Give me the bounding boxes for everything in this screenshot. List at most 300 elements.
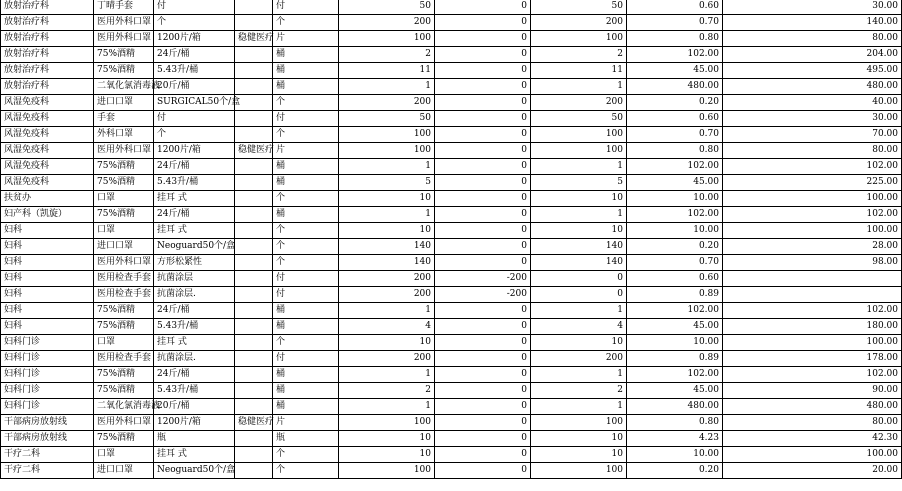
quantity-cell[interactable]: 1 <box>339 207 435 223</box>
amount-cell[interactable]: 30.00 <box>723 0 902 15</box>
specification-cell[interactable]: 挂耳 式 <box>154 335 235 351</box>
item-name-cell[interactable]: 医用外科口罩 <box>94 415 154 431</box>
quantity-cell[interactable]: 200 <box>339 271 435 287</box>
adjustment-cell[interactable]: 0 <box>435 255 531 271</box>
quantity-cell[interactable]: 1 <box>339 159 435 175</box>
adjustment-cell[interactable]: 0 <box>435 335 531 351</box>
unit-price-cell[interactable]: 10.00 <box>627 191 723 207</box>
unit-price-cell[interactable]: 102.00 <box>627 159 723 175</box>
unit-cell[interactable]: 个 <box>273 191 339 207</box>
quantity-cell[interactable]: 100 <box>339 415 435 431</box>
amount-cell[interactable]: 495.00 <box>723 63 902 79</box>
item-name-cell[interactable]: 医用外科口罩 <box>94 31 154 47</box>
quantity-cell[interactable]: 1 <box>339 79 435 95</box>
adjustment-cell[interactable]: 0 <box>435 191 531 207</box>
department-cell[interactable]: 妇科门诊 <box>1 351 94 367</box>
brand-cell[interactable] <box>235 351 273 367</box>
specification-cell[interactable]: Neoguard50个/盒 <box>154 239 235 255</box>
item-name-cell[interactable]: 二氧化氯消毒液 <box>94 399 154 415</box>
quantity-cell[interactable]: 10 <box>339 191 435 207</box>
specification-cell[interactable]: 挂耳 式 <box>154 191 235 207</box>
item-name-cell[interactable]: 进口口罩 <box>94 239 154 255</box>
department-cell[interactable]: 妇科 <box>1 223 94 239</box>
department-cell[interactable]: 干部病房放射线 <box>1 415 94 431</box>
brand-cell[interactable] <box>235 207 273 223</box>
unit-price-cell[interactable]: 0.70 <box>627 255 723 271</box>
specification-cell[interactable]: 1200片/箱 <box>154 415 235 431</box>
item-name-cell[interactable]: 丁晴手套 <box>94 0 154 15</box>
amount-cell[interactable]: 80.00 <box>723 143 902 159</box>
actual-quantity-cell[interactable]: 2 <box>531 383 627 399</box>
specification-cell[interactable]: 个 <box>154 127 235 143</box>
unit-price-cell[interactable]: 45.00 <box>627 319 723 335</box>
unit-cell[interactable]: 个 <box>273 447 339 463</box>
actual-quantity-cell[interactable]: 0 <box>531 271 627 287</box>
actual-quantity-cell[interactable]: 1 <box>531 79 627 95</box>
specification-cell[interactable]: 瓶 <box>154 431 235 447</box>
department-cell[interactable]: 风湿免疫科 <box>1 111 94 127</box>
unit-cell[interactable]: 个 <box>273 239 339 255</box>
item-name-cell[interactable]: 进口口罩 <box>94 95 154 111</box>
item-name-cell[interactable]: 医用外科口罩 <box>94 255 154 271</box>
quantity-cell[interactable]: 10 <box>339 431 435 447</box>
specification-cell[interactable]: 5.43升/桶 <box>154 175 235 191</box>
amount-cell[interactable]: 100.00 <box>723 223 902 239</box>
unit-price-cell[interactable]: 102.00 <box>627 47 723 63</box>
unit-price-cell[interactable]: 0.80 <box>627 415 723 431</box>
unit-price-cell[interactable]: 45.00 <box>627 63 723 79</box>
brand-cell[interactable] <box>235 79 273 95</box>
adjustment-cell[interactable]: 0 <box>435 463 531 479</box>
actual-quantity-cell[interactable]: 50 <box>531 0 627 15</box>
amount-cell[interactable]: 100.00 <box>723 447 902 463</box>
brand-cell[interactable] <box>235 159 273 175</box>
brand-cell[interactable] <box>235 63 273 79</box>
actual-quantity-cell[interactable]: 1 <box>531 399 627 415</box>
quantity-cell[interactable]: 200 <box>339 95 435 111</box>
actual-quantity-cell[interactable]: 10 <box>531 431 627 447</box>
adjustment-cell[interactable]: -200 <box>435 287 531 303</box>
amount-cell[interactable]: 40.00 <box>723 95 902 111</box>
unit-cell[interactable]: 个 <box>273 15 339 31</box>
specification-cell[interactable]: 20斤/桶 <box>154 79 235 95</box>
specification-cell[interactable]: 24斤/桶 <box>154 47 235 63</box>
quantity-cell[interactable]: 50 <box>339 111 435 127</box>
amount-cell[interactable]: 178.00 <box>723 351 902 367</box>
specification-cell[interactable]: 方形松紧性 <box>154 255 235 271</box>
adjustment-cell[interactable]: 0 <box>435 303 531 319</box>
adjustment-cell[interactable]: 0 <box>435 143 531 159</box>
department-cell[interactable]: 放射治疗科 <box>1 63 94 79</box>
amount-cell[interactable] <box>723 271 902 287</box>
unit-price-cell[interactable]: 0.70 <box>627 15 723 31</box>
adjustment-cell[interactable]: -200 <box>435 271 531 287</box>
amount-cell[interactable]: 80.00 <box>723 31 902 47</box>
unit-price-cell[interactable]: 480.00 <box>627 79 723 95</box>
quantity-cell[interactable]: 200 <box>339 15 435 31</box>
department-cell[interactable]: 妇产科（凯旋） <box>1 207 94 223</box>
department-cell[interactable]: 风湿免疫科 <box>1 143 94 159</box>
department-cell[interactable]: 妇科 <box>1 271 94 287</box>
department-cell[interactable]: 干疗二科 <box>1 447 94 463</box>
item-name-cell[interactable]: 75%酒精 <box>94 175 154 191</box>
brand-cell[interactable] <box>235 431 273 447</box>
item-name-cell[interactable]: 医用外科口罩 <box>94 143 154 159</box>
amount-cell[interactable]: 102.00 <box>723 159 902 175</box>
unit-price-cell[interactable]: 0.89 <box>627 351 723 367</box>
quantity-cell[interactable]: 1 <box>339 367 435 383</box>
unit-price-cell[interactable]: 0.89 <box>627 287 723 303</box>
unit-price-cell[interactable]: 0.60 <box>627 271 723 287</box>
unit-cell[interactable]: 个 <box>273 127 339 143</box>
unit-price-cell[interactable]: 45.00 <box>627 383 723 399</box>
specification-cell[interactable]: 抗菌涂层. <box>154 351 235 367</box>
adjustment-cell[interactable]: 0 <box>435 127 531 143</box>
item-name-cell[interactable]: 75%酒精 <box>94 47 154 63</box>
quantity-cell[interactable]: 10 <box>339 447 435 463</box>
department-cell[interactable]: 干部病房放射线 <box>1 431 94 447</box>
adjustment-cell[interactable]: 0 <box>435 415 531 431</box>
department-cell[interactable]: 放射治疗科 <box>1 15 94 31</box>
amount-cell[interactable]: 20.00 <box>723 463 902 479</box>
adjustment-cell[interactable]: 0 <box>435 111 531 127</box>
brand-cell[interactable] <box>235 319 273 335</box>
department-cell[interactable]: 妇科 <box>1 239 94 255</box>
specification-cell[interactable]: SURGICAL50个/盒 <box>154 95 235 111</box>
actual-quantity-cell[interactable]: 1 <box>531 303 627 319</box>
actual-quantity-cell[interactable]: 11 <box>531 63 627 79</box>
department-cell[interactable]: 妇科门诊 <box>1 383 94 399</box>
quantity-cell[interactable]: 100 <box>339 31 435 47</box>
actual-quantity-cell[interactable]: 10 <box>531 191 627 207</box>
adjustment-cell[interactable]: 0 <box>435 399 531 415</box>
amount-cell[interactable]: 70.00 <box>723 127 902 143</box>
quantity-cell[interactable]: 4 <box>339 319 435 335</box>
specification-cell[interactable]: 24斤/桶 <box>154 159 235 175</box>
unit-cell[interactable]: 桶 <box>273 319 339 335</box>
unit-cell[interactable]: 付 <box>273 271 339 287</box>
unit-cell[interactable]: 桶 <box>273 175 339 191</box>
unit-cell[interactable]: 付 <box>273 287 339 303</box>
department-cell[interactable]: 放射治疗科 <box>1 47 94 63</box>
quantity-cell[interactable]: 200 <box>339 351 435 367</box>
specification-cell[interactable]: 5.43升/桶 <box>154 383 235 399</box>
amount-cell[interactable]: 30.00 <box>723 111 902 127</box>
brand-cell[interactable] <box>235 399 273 415</box>
amount-cell[interactable]: 80.00 <box>723 415 902 431</box>
department-cell[interactable]: 风湿免疫科 <box>1 175 94 191</box>
amount-cell[interactable]: 102.00 <box>723 367 902 383</box>
unit-cell[interactable]: 桶 <box>273 207 339 223</box>
quantity-cell[interactable]: 10 <box>339 223 435 239</box>
unit-cell[interactable]: 个 <box>273 255 339 271</box>
unit-cell[interactable]: 片 <box>273 143 339 159</box>
specification-cell[interactable]: 抗菌涂层. <box>154 287 235 303</box>
item-name-cell[interactable]: 75%酒精 <box>94 207 154 223</box>
unit-price-cell[interactable]: 10.00 <box>627 447 723 463</box>
specification-cell[interactable]: 20斤/桶 <box>154 399 235 415</box>
brand-cell[interactable]: 稳健医疗 <box>235 415 273 431</box>
item-name-cell[interactable]: 75%酒精 <box>94 431 154 447</box>
specification-cell[interactable]: Neoguard50个/盒 <box>154 463 235 479</box>
department-cell[interactable]: 妇科 <box>1 255 94 271</box>
brand-cell[interactable] <box>235 287 273 303</box>
adjustment-cell[interactable]: 0 <box>435 319 531 335</box>
unit-cell[interactable]: 桶 <box>273 367 339 383</box>
adjustment-cell[interactable]: 0 <box>435 47 531 63</box>
item-name-cell[interactable]: 进口口罩 <box>94 463 154 479</box>
quantity-cell[interactable]: 100 <box>339 127 435 143</box>
amount-cell[interactable]: 28.00 <box>723 239 902 255</box>
unit-cell[interactable]: 付 <box>273 0 339 15</box>
quantity-cell[interactable]: 1 <box>339 303 435 319</box>
unit-cell[interactable]: 个 <box>273 95 339 111</box>
specification-cell[interactable]: 24斤/桶 <box>154 207 235 223</box>
unit-price-cell[interactable]: 10.00 <box>627 335 723 351</box>
quantity-cell[interactable]: 140 <box>339 255 435 271</box>
specification-cell[interactable]: 1200片/箱 <box>154 143 235 159</box>
brand-cell[interactable] <box>235 383 273 399</box>
brand-cell[interactable] <box>235 463 273 479</box>
amount-cell[interactable]: 100.00 <box>723 335 902 351</box>
specification-cell[interactable]: 24斤/桶 <box>154 367 235 383</box>
brand-cell[interactable] <box>235 175 273 191</box>
item-name-cell[interactable]: 75%酒精 <box>94 159 154 175</box>
brand-cell[interactable] <box>235 0 273 15</box>
brand-cell[interactable] <box>235 111 273 127</box>
adjustment-cell[interactable]: 0 <box>435 79 531 95</box>
item-name-cell[interactable]: 口罩 <box>94 447 154 463</box>
unit-cell[interactable]: 桶 <box>273 303 339 319</box>
department-cell[interactable]: 风湿免疫科 <box>1 127 94 143</box>
brand-cell[interactable] <box>235 47 273 63</box>
amount-cell[interactable]: 204.00 <box>723 47 902 63</box>
amount-cell[interactable]: 98.00 <box>723 255 902 271</box>
item-name-cell[interactable]: 医用检查手套 <box>94 351 154 367</box>
department-cell[interactable]: 放射治疗科 <box>1 0 94 15</box>
actual-quantity-cell[interactable]: 1 <box>531 367 627 383</box>
department-cell[interactable]: 风湿免疫科 <box>1 95 94 111</box>
unit-price-cell[interactable]: 45.00 <box>627 175 723 191</box>
unit-cell[interactable]: 个 <box>273 335 339 351</box>
amount-cell[interactable]: 180.00 <box>723 319 902 335</box>
adjustment-cell[interactable]: 0 <box>435 351 531 367</box>
unit-cell[interactable]: 桶 <box>273 47 339 63</box>
item-name-cell[interactable]: 手套 <box>94 111 154 127</box>
brand-cell[interactable] <box>235 447 273 463</box>
specification-cell[interactable]: 1200片/箱 <box>154 31 235 47</box>
item-name-cell[interactable]: 75%酒精 <box>94 63 154 79</box>
amount-cell[interactable]: 90.00 <box>723 383 902 399</box>
item-name-cell[interactable]: 75%酒精 <box>94 383 154 399</box>
actual-quantity-cell[interactable]: 100 <box>531 143 627 159</box>
department-cell[interactable]: 妇科 <box>1 287 94 303</box>
actual-quantity-cell[interactable]: 2 <box>531 47 627 63</box>
unit-cell[interactable]: 个 <box>273 223 339 239</box>
department-cell[interactable]: 妇科 <box>1 319 94 335</box>
actual-quantity-cell[interactable]: 10 <box>531 447 627 463</box>
adjustment-cell[interactable]: 0 <box>435 383 531 399</box>
quantity-cell[interactable]: 2 <box>339 383 435 399</box>
unit-price-cell[interactable]: 102.00 <box>627 303 723 319</box>
actual-quantity-cell[interactable]: 100 <box>531 463 627 479</box>
adjustment-cell[interactable]: 0 <box>435 239 531 255</box>
actual-quantity-cell[interactable]: 140 <box>531 255 627 271</box>
actual-quantity-cell[interactable]: 140 <box>531 239 627 255</box>
unit-price-cell[interactable]: 102.00 <box>627 207 723 223</box>
actual-quantity-cell[interactable]: 1 <box>531 207 627 223</box>
department-cell[interactable]: 扶贫办 <box>1 191 94 207</box>
unit-price-cell[interactable]: 0.60 <box>627 111 723 127</box>
amount-cell[interactable] <box>723 287 902 303</box>
actual-quantity-cell[interactable]: 200 <box>531 95 627 111</box>
adjustment-cell[interactable]: 0 <box>435 207 531 223</box>
adjustment-cell[interactable]: 0 <box>435 175 531 191</box>
item-name-cell[interactable]: 75%酒精 <box>94 367 154 383</box>
unit-price-cell[interactable]: 0.20 <box>627 95 723 111</box>
actual-quantity-cell[interactable]: 100 <box>531 415 627 431</box>
item-name-cell[interactable]: 医用检查手套 <box>94 287 154 303</box>
actual-quantity-cell[interactable]: 200 <box>531 351 627 367</box>
unit-price-cell[interactable]: 0.20 <box>627 239 723 255</box>
unit-cell[interactable]: 片 <box>273 31 339 47</box>
brand-cell[interactable] <box>235 191 273 207</box>
unit-cell[interactable]: 个 <box>273 463 339 479</box>
specification-cell[interactable]: 挂耳 式 <box>154 223 235 239</box>
quantity-cell[interactable]: 1 <box>339 399 435 415</box>
department-cell[interactable]: 妇科门诊 <box>1 335 94 351</box>
unit-cell[interactable]: 付 <box>273 111 339 127</box>
brand-cell[interactable]: 稳健医疗 <box>235 143 273 159</box>
brand-cell[interactable] <box>235 15 273 31</box>
item-name-cell[interactable]: 外科口罩 <box>94 127 154 143</box>
item-name-cell[interactable]: 口罩 <box>94 223 154 239</box>
specification-cell[interactable]: 挂耳 式 <box>154 447 235 463</box>
quantity-cell[interactable]: 2 <box>339 47 435 63</box>
actual-quantity-cell[interactable]: 4 <box>531 319 627 335</box>
brand-cell[interactable] <box>235 223 273 239</box>
specification-cell[interactable]: 5.43升/桶 <box>154 63 235 79</box>
department-cell[interactable]: 妇科门诊 <box>1 367 94 383</box>
actual-quantity-cell[interactable]: 10 <box>531 223 627 239</box>
brand-cell[interactable] <box>235 367 273 383</box>
actual-quantity-cell[interactable]: 0 <box>531 287 627 303</box>
specification-cell[interactable]: 24斤/桶 <box>154 303 235 319</box>
quantity-cell[interactable]: 11 <box>339 63 435 79</box>
actual-quantity-cell[interactable]: 100 <box>531 127 627 143</box>
unit-cell[interactable]: 片 <box>273 415 339 431</box>
unit-price-cell[interactable]: 0.80 <box>627 31 723 47</box>
adjustment-cell[interactable]: 0 <box>435 159 531 175</box>
department-cell[interactable]: 放射治疗科 <box>1 79 94 95</box>
unit-price-cell[interactable]: 102.00 <box>627 367 723 383</box>
unit-price-cell[interactable]: 0.80 <box>627 143 723 159</box>
quantity-cell[interactable]: 50 <box>339 0 435 15</box>
unit-price-cell[interactable]: 0.60 <box>627 0 723 15</box>
unit-price-cell[interactable]: 0.20 <box>627 463 723 479</box>
actual-quantity-cell[interactable]: 50 <box>531 111 627 127</box>
department-cell[interactable]: 妇科 <box>1 303 94 319</box>
unit-cell[interactable]: 桶 <box>273 63 339 79</box>
quantity-cell[interactable]: 5 <box>339 175 435 191</box>
unit-price-cell[interactable]: 10.00 <box>627 223 723 239</box>
brand-cell[interactable] <box>235 95 273 111</box>
quantity-cell[interactable]: 200 <box>339 287 435 303</box>
amount-cell[interactable]: 480.00 <box>723 79 902 95</box>
item-name-cell[interactable]: 75%酒精 <box>94 319 154 335</box>
adjustment-cell[interactable]: 0 <box>435 15 531 31</box>
adjustment-cell[interactable]: 0 <box>435 95 531 111</box>
adjustment-cell[interactable]: 0 <box>435 223 531 239</box>
amount-cell[interactable]: 100.00 <box>723 191 902 207</box>
quantity-cell[interactable]: 10 <box>339 335 435 351</box>
adjustment-cell[interactable]: 0 <box>435 0 531 15</box>
item-name-cell[interactable]: 口罩 <box>94 191 154 207</box>
brand-cell[interactable] <box>235 335 273 351</box>
specification-cell[interactable]: 个 <box>154 15 235 31</box>
unit-cell[interactable]: 桶 <box>273 159 339 175</box>
actual-quantity-cell[interactable]: 1 <box>531 159 627 175</box>
quantity-cell[interactable]: 100 <box>339 463 435 479</box>
brand-cell[interactable] <box>235 303 273 319</box>
actual-quantity-cell[interactable]: 100 <box>531 31 627 47</box>
unit-cell[interactable]: 桶 <box>273 79 339 95</box>
brand-cell[interactable] <box>235 127 273 143</box>
unit-price-cell[interactable]: 0.70 <box>627 127 723 143</box>
actual-quantity-cell[interactable]: 200 <box>531 15 627 31</box>
item-name-cell[interactable]: 医用外科口罩 <box>94 15 154 31</box>
amount-cell[interactable]: 140.00 <box>723 15 902 31</box>
brand-cell[interactable] <box>235 271 273 287</box>
amount-cell[interactable]: 42.30 <box>723 431 902 447</box>
amount-cell[interactable]: 480.00 <box>723 399 902 415</box>
department-cell[interactable]: 妇科门诊 <box>1 399 94 415</box>
unit-price-cell[interactable]: 4.23 <box>627 431 723 447</box>
specification-cell[interactable]: 抗菌涂层 <box>154 271 235 287</box>
department-cell[interactable]: 干疗二科 <box>1 463 94 479</box>
specification-cell[interactable]: 付 <box>154 111 235 127</box>
adjustment-cell[interactable]: 0 <box>435 31 531 47</box>
unit-cell[interactable]: 付 <box>273 351 339 367</box>
item-name-cell[interactable]: 75%酒精 <box>94 303 154 319</box>
brand-cell[interactable] <box>235 255 273 271</box>
quantity-cell[interactable]: 100 <box>339 143 435 159</box>
item-name-cell[interactable]: 口罩 <box>94 335 154 351</box>
actual-quantity-cell[interactable]: 10 <box>531 335 627 351</box>
unit-price-cell[interactable]: 480.00 <box>627 399 723 415</box>
quantity-cell[interactable]: 140 <box>339 239 435 255</box>
department-cell[interactable]: 放射治疗科 <box>1 31 94 47</box>
amount-cell[interactable]: 225.00 <box>723 175 902 191</box>
amount-cell[interactable]: 102.00 <box>723 303 902 319</box>
item-name-cell[interactable]: 二氧化氯消毒液 <box>94 79 154 95</box>
brand-cell[interactable]: 稳健医疗 <box>235 31 273 47</box>
amount-cell[interactable]: 102.00 <box>723 207 902 223</box>
adjustment-cell[interactable]: 0 <box>435 367 531 383</box>
unit-cell[interactable]: 桶 <box>273 383 339 399</box>
unit-cell[interactable]: 瓶 <box>273 431 339 447</box>
adjustment-cell[interactable]: 0 <box>435 63 531 79</box>
actual-quantity-cell[interactable]: 5 <box>531 175 627 191</box>
specification-cell[interactable]: 5.43升/桶 <box>154 319 235 335</box>
adjustment-cell[interactable]: 0 <box>435 431 531 447</box>
adjustment-cell[interactable]: 0 <box>435 447 531 463</box>
department-cell[interactable]: 风湿免疫科 <box>1 159 94 175</box>
item-name-cell[interactable]: 医用检查手套 <box>94 271 154 287</box>
specification-cell[interactable]: 付 <box>154 0 235 15</box>
unit-cell[interactable]: 桶 <box>273 399 339 415</box>
brand-cell[interactable] <box>235 239 273 255</box>
